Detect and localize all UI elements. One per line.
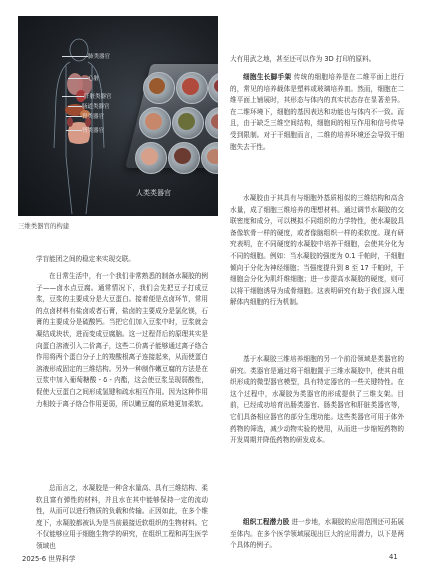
right-paragraph-3: 基于水凝胶三维培养细胞的另一个前沿领域是类器官的研究。类器官是通过将干细胞置于三维水凝胶中，使其自组织形成的微型器官模型，具有特定器官的一些关键特性。在这个过程中，水凝胶为类器官的形成提供了三维支架。目前，已经成功培育出肠类器官、肠类器官和肝脏类器官等，它们具备相应器官的部分生理功能。这些类器官可用于体外药物的筛选，减少动物实验的使用，从而进一步缩短药物的开发周期并降低药物的研发成本。 — [230, 355, 404, 445]
leader-line — [62, 56, 88, 57]
left-paragraph-1: 学盲能团之间的稳定来实现交联。 — [36, 255, 135, 263]
right-paragraph-0: 大有用武之地，甚至还可以作为 3D 打印的原料。 — [230, 55, 376, 63]
leader-line — [66, 116, 82, 117]
right-paragraph-4 — [230, 517, 404, 552]
organ-label-intestine: 肠道类器官 — [82, 104, 110, 110]
organoid-tissue — [145, 113, 162, 130]
organ-label-lung: 肺类器官 — [88, 54, 111, 60]
organ-label-liver: 肝脏类器官 — [84, 94, 112, 100]
right-paragraph-4-text: 进一步地，水凝胶的应用范围还可拓展至体内。在多个医学领域展现出巨大的应用潜力，以下是两个具体的例子。 — [230, 518, 404, 550]
right-paragraph-2: 水凝胶由于其具有与细胞外基质相似的三维结构和高含水量，成了细胞三维培养的理想材料。通过调节水凝胶的交联密度和成分，可以模拟不同组织的力学特性，使水凝胶具备像软骨一样的硬度，或者像脑组织一样的柔软度。现有研究表明，在不同硬度的水凝胶中培养干细胞，会使其分化为不同的细胞。例如：当水凝胶的强度为 0.1 千帕时，干细胞倾向于分化为神经细胞；当强度提升到 8 至 17 千帕时，干细胞会分化为肌纤维细胞；进一步提高水凝胶的硬度，则可以将干细胞诱导为成骨细胞。这表明研究有助于我们深入理解体内细胞的行为机制。 — [230, 194, 404, 307]
organ-label-heart: 心脏 — [88, 76, 100, 82]
leader-line — [68, 106, 82, 107]
left-paragraph-2: 在日常生活中，有一个我们非常熟悉的制备水凝胶的例子——卤水点豆腐。通常情况下，我们会先把豆子打成豆浆，豆浆的主要成分是大豆蛋白。接着便是点卤环节，常用的点卤材料有盐卤或者石膏，盐卤的主要成分是氯化镁，石膏的主要成分是硫酸钙。当把它们加入豆浆中时，豆浆就会凝结成块状，进而变成豆腐脑。这一过程背后的原理其实是向蛋白溶液引入二价离子，这些二价离子能够通过离子络合作用将两个蛋白分子上的羧酸根离子连接起来，从而使蛋白溶液形成固定的三维结构。另外一种制作嫩豆腐的方法是在豆浆中加入葡萄糖酸 - δ - 内酯，这会使豆浆呈现弱酸性，促使大豆蛋白之间形成氢键和疏水相互作用。因为这种作用力相较于离子络合作用更弱，所以嫩豆腐的质地更加柔软。 — [36, 272, 208, 408]
leader-line — [62, 96, 84, 97]
section-heading-scaffold: 细胞生长脚手架 — [243, 73, 292, 81]
organ-label-kidney: 肾类器官 — [82, 128, 105, 134]
organoid-figure — [18, 16, 218, 216]
left-paragraph-3: 总而言之，水凝胶是一种含水量高、具有三维结构、柔软且富有弹性的材料，并且水在其中能够保持一定的流动性，从而可以进行物质的负载和传输。正因如此，在多个维度下，水凝胶都被认为是当前最接近软组织的生物材料。它不仅能够应用于细胞生物学的研究，在组织工程和再生医学领域也 — [36, 484, 208, 550]
organoid-tissue — [149, 78, 165, 94]
right-paragraph-1 — [230, 72, 404, 153]
footer-issue: 2025-6 世界科学 — [22, 555, 76, 563]
organ-label-stomach: 胃类器官 — [82, 114, 105, 120]
organoid-tissue — [207, 149, 218, 164]
organoid-tissue — [178, 113, 195, 130]
figure-caption: 三维类器官的构建 — [18, 222, 70, 230]
page-number: 41 — [389, 553, 398, 561]
organoid-tissue — [174, 148, 191, 164]
right-paragraph-1-text: 传统的细胞培养是在二维平面上进行的，常见的培养载体是塑料或玻璃培养皿。然而，细胞在二维平面上铺展时，其形态与体内的真实状态存在显著差异。在二维环境下，细胞的基因表达和功能也与体内不一致。而且，由于缺乏三维空间结构，细胞间的相互作用和信号传导受到限制。对于干细胞而言，二维的培养环境还会导致干细胞失去干性。 — [230, 73, 404, 151]
leader-line — [68, 78, 88, 79]
figure-inner-label: 人类类器官 — [136, 189, 171, 197]
organoid-tissue — [141, 148, 158, 165]
leader-line — [66, 130, 82, 131]
organoid-tissue — [182, 78, 199, 95]
section-heading-tissue-engineering: 组织工程潜力股 — [243, 518, 290, 526]
